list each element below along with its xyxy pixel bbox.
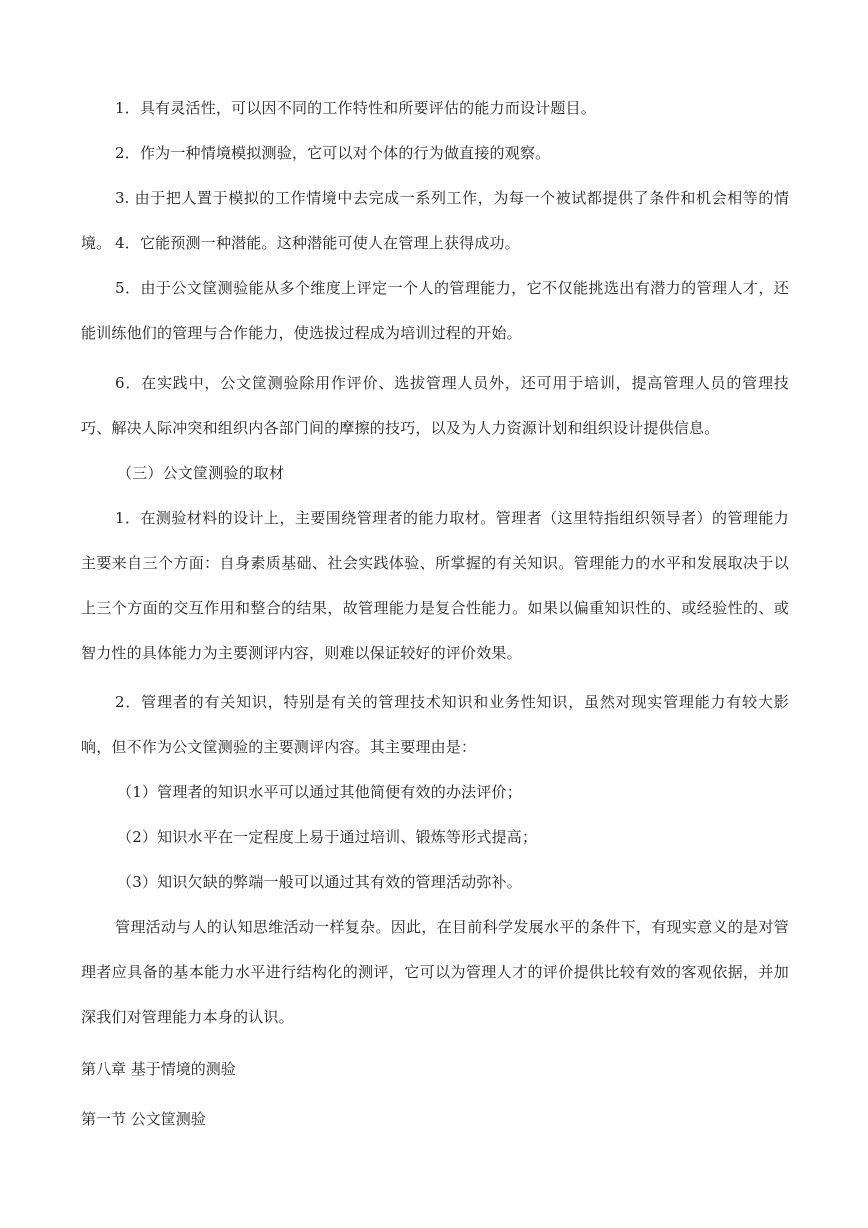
section-title: 第一节 公文筐测验 [81, 1110, 206, 1128]
section-paragraph-2: 2．管理者的有关知识，特别是有关的管理技术知识和业务性知识，虽然对现实管理能力有较大影响，但不作为公文筐测验的主要测评内容。其主要理由是： [81, 693, 789, 756]
paragraph-item-6: 6．在实践中，公文筐测验除用作评价、选拔管理人员外，还可用于培训，提高管理人员的管理技巧、解决人际冲突和组织内各部门间的摩擦的技巧，以及为人力资源计划和组织设计提供信息。 [81, 374, 789, 437]
reason-item-2: （2）知识水平在一定程度上易于通过培训、锻炼等形式提高； [117, 828, 538, 846]
conclusion-paragraph: 管理活动与人的认知思维活动一样复杂。因此，在目前科学发展水平的条件下，有现实意义的是对管理者应具备的基本能力水平进行结构化的测评，它可以为管理人才的评价提供比较有效的客观依据，并加深我们对管理能力本身的认识。 [81, 918, 789, 1026]
paragraph-item-5: 5．由于公文筐测验能从多个维度上评定一个人的管理能力，它不仅能挑选出有潜力的管理人才，还能训练他们的管理与合作能力，使选拔过程成为培训过程的开始。 [81, 279, 789, 342]
section-heading: （三）公文筐测验的取材 [117, 464, 285, 482]
reason-item-1: （1）管理者的知识水平可以通过其他简便有效的办法评价； [117, 783, 522, 801]
reason-item-3: （3）知识欠缺的弊端一般可以通过其有效的管理活动弥补。 [117, 873, 522, 891]
paragraph-item-4: 4．它能预测一种潜能。这种潜能可使人在管理上获得成功。 [115, 234, 520, 252]
section-paragraph-1: 1．在测验材料的设计上，主要围绕管理者的能力取材。管理者（这里特指组织领导者）的管理能力主要来自三个方面：自身素质基础、社会实践体验、所掌握的有关知识。管理能力的水平和发展取决于以上三个方面的交互作用和整合的结果，故管理能力是复合性能力。如果以偏重知识性的、或经验性的、或智力性的具体能力为主要测评内容，则难以保证较好的评价效果。 [81, 509, 789, 662]
paragraph-item-3: 3. 由于把人置于模拟的工作情境中去完成一系列工作，为每一个被试都提供了条件和机会相等的情境。 [81, 189, 789, 252]
paragraph-item-1: 1．具有灵活性，可以因不同的工作特性和所要评估的能力而设计题目。 [115, 99, 596, 117]
paragraph-item-2: 2．作为一种情境模拟测验，它可以对个体的行为做直接的观察。 [115, 144, 551, 162]
chapter-title: 第八章 基于情境的测验 [81, 1060, 236, 1078]
